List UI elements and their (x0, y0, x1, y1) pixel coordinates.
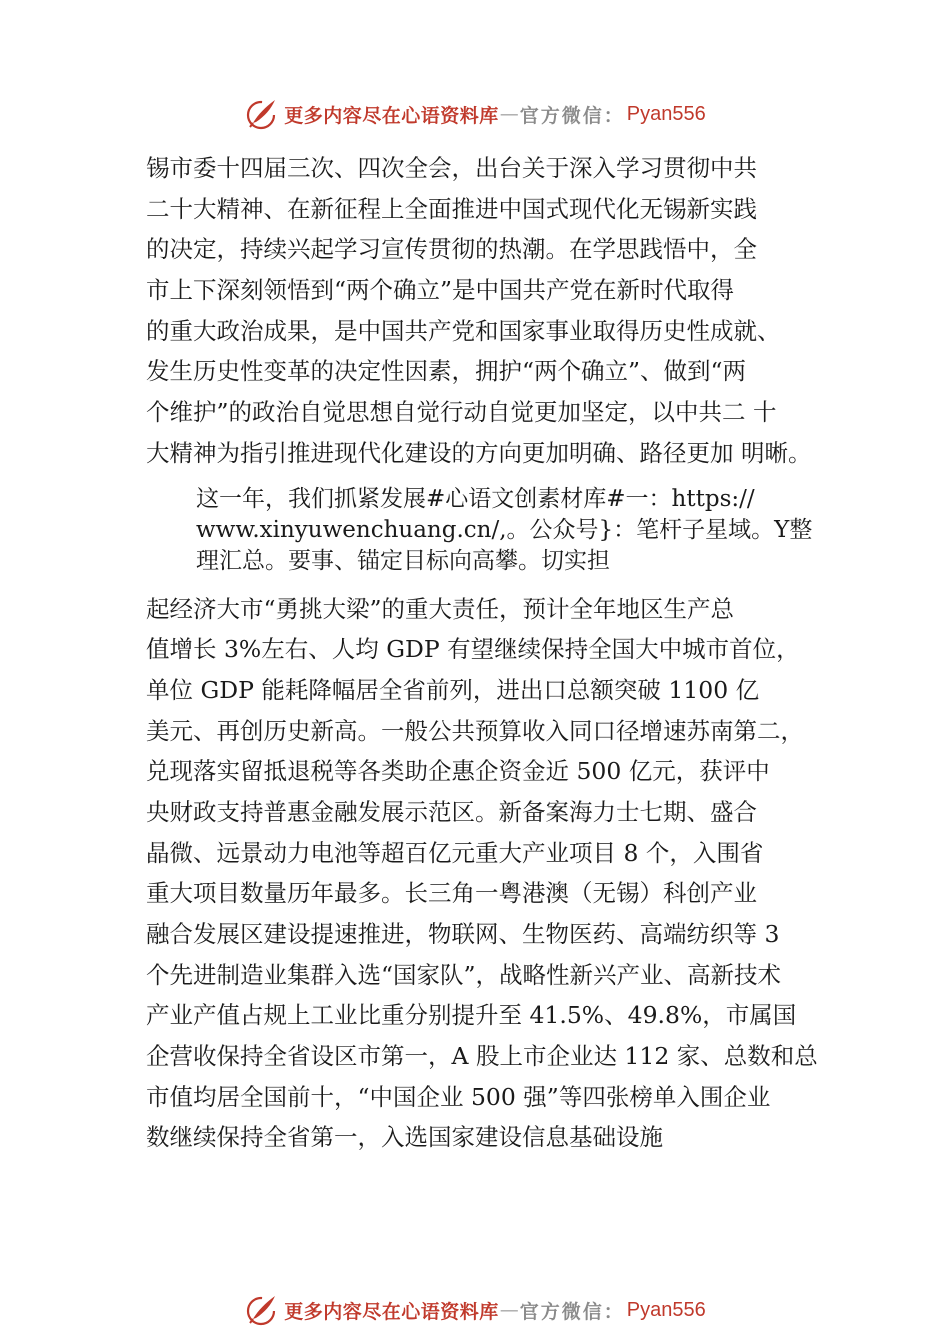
footer-wechat-label: 官方微信： (519, 1300, 625, 1323)
text-line: www.xinyuwenchuang.cn/,。公众号}：笔杆子星域。Y整 (196, 516, 813, 543)
text-line: 数继续保持全省第一，入选国家建设信息基础设施 (146, 1123, 663, 1152)
text-line: 大精神为指引推进现代化建设的方向更加明确、路径更加 明晰。 (146, 438, 812, 467)
document-body (146, 148, 846, 1158)
text-line: 产业产值占规上工业比重分别提升至 41.5%、49.8%，市属国 (146, 1001, 797, 1030)
header-brand-text: 更多内容尽在心语资料库 (284, 104, 499, 127)
text-line: 晶微、远景动力电池等超百亿元重大产业项目 8 个，入围省 (146, 838, 764, 867)
quill-pen-icon (244, 1292, 280, 1328)
quill-pen-icon (244, 96, 280, 132)
text-line: 锡市委十四届三次、四次全会，出台关于深入学习贯彻中共 (146, 154, 757, 182)
text-line: 这一年，我们抓紧发展#心语文创素材库#一：https:// (196, 485, 755, 512)
text-line: 市上下深刻领悟到“两个确立”是中国共产党在新时代取得 (146, 276, 735, 305)
text-line: 融合发展区建设提速推进，物联网、生物医药、高端纺织等 3 (146, 920, 780, 948)
header-wechat-label: 官方微信： (519, 104, 625, 127)
text-line: 个先进制造业集群入选“国家队”，战略性新兴产业、高新技术 (146, 960, 782, 989)
text-line: 美元、再创历史新高。一般公共预算收入同口径增速苏南第二， (146, 716, 804, 745)
text-line: 二十大精神、在新征程上全面推进中国式现代化无锡新实践 (146, 194, 757, 223)
text-line: 企营收保持全省设区市第一，A 股上市企业达 112 家、总数和总 (146, 1042, 818, 1071)
footer-brand-text: 更多内容尽在心语资料库 (284, 1300, 499, 1323)
text-line: 起经济大市“勇挑大梁”的重大责任，预计全年地区生产总 (146, 594, 735, 623)
header-watermark-banner (0, 94, 950, 134)
text-line: 央财政支持普惠金融发展示范区。新备案海力士七期、盛合 (146, 797, 757, 826)
text-line: 单位 GDP 能耗降幅居全省前列，进出口总额突破 1100 亿 (146, 675, 760, 704)
text-line: 重大项目数量历年最多。长三角一粤港澳（无锡）科创产业 (146, 879, 757, 908)
text-line: 发生历史性变革的决定性因素，拥护“两个确立”、做到“两 (146, 357, 747, 386)
header-dash: — (499, 103, 519, 125)
text-line: 的决定，持续兴起学习宣传贯彻的热潮。在学思践悟中，全 (146, 235, 757, 264)
footer-watermark-banner (0, 1290, 950, 1330)
text-line: 个维护”的政治自觉思想自觉行动自觉更加坚定，以中共二 十 (146, 398, 777, 427)
paragraph-1 (146, 148, 846, 474)
text-line: 兑现落实留抵退税等各类助企惠企资金近 500 亿元，获评中 (146, 757, 770, 786)
text-line: 的重大政治成果，是中国共产党和国家事业取得历史性成就、 (146, 316, 781, 345)
text-line: 市值均居全国前十，“中国企业 500 强”等四张榜单入围企业 (146, 1082, 771, 1111)
header-wechat-id: Pyan556 (626, 102, 706, 125)
text-line: 理汇总。要事、锚定目标向高攀。切实担 (196, 547, 610, 574)
text-line: 值增长 3%左右、人均 GDP 有望继续保持全国大中城市首位， (146, 635, 800, 664)
paragraph-2 (146, 484, 846, 577)
footer-dash: — (499, 1299, 519, 1321)
footer-wechat-id: Pyan556 (626, 1298, 706, 1321)
paragraph-3 (146, 589, 846, 1159)
